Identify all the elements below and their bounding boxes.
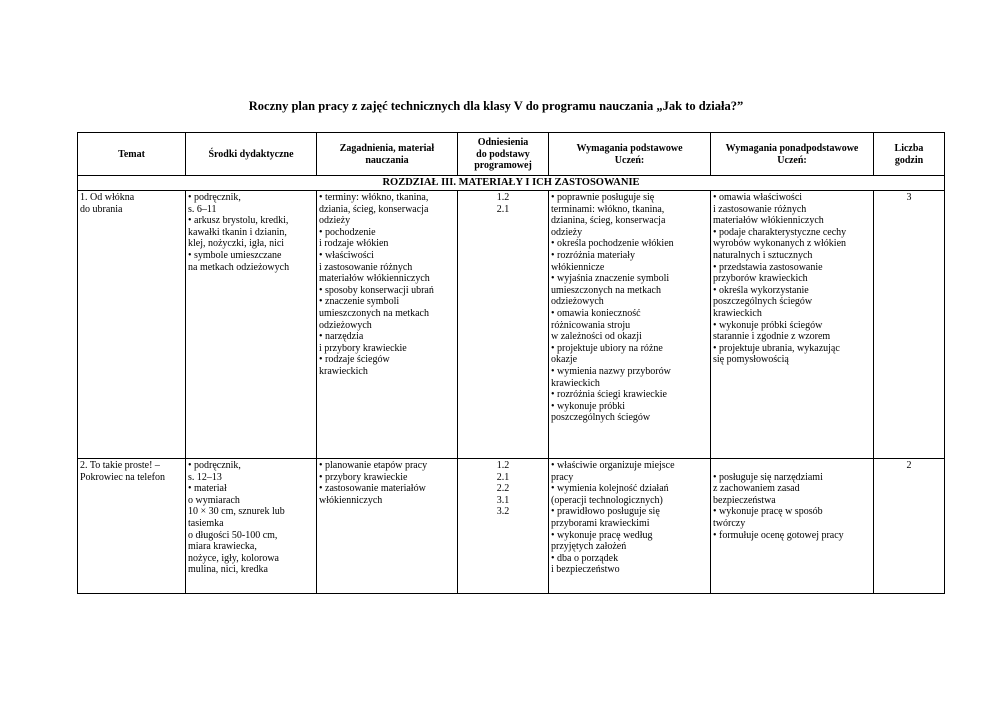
cell-line: i bezpieczeństwo: [551, 564, 620, 576]
cell-line: • wymienia nazwy przyborów: [551, 365, 671, 377]
header-liczba-godzin: Liczba godzin: [874, 133, 945, 176]
cell-line: nożyce, igły, kolorowa: [188, 552, 279, 564]
cell-line: [713, 460, 871, 472]
plan-table: [77, 132, 945, 594]
cell-line: krawieckich: [551, 377, 600, 389]
cell-line: 2.2: [496, 483, 510, 495]
cell-line: naturalnych i sztucznych: [713, 249, 813, 261]
cell-line: • omawia właściwości: [713, 192, 803, 203]
cell-line: 1.2: [496, 460, 510, 471]
cell-line: przyborami krawieckimi: [551, 517, 650, 529]
cell-line: w zależności od okazji: [551, 331, 642, 343]
cell-srodki: [186, 191, 317, 459]
cell-line: 10 × 30 cm, sznurek lub: [188, 506, 285, 518]
cell-line: krawieckich: [713, 307, 762, 319]
document-title: Roczny plan pracy z zajęć technicznych dla klasy V do programu nauczania „Jak to działa?”: [248, 99, 744, 113]
cell-line: • wykonuje próbki ściegów: [713, 319, 823, 331]
cell-line: • wykonuje próbki: [551, 400, 626, 412]
cell-line: 3.2: [496, 506, 510, 518]
section-title: ROZDZIAŁ III. MATERIAŁY I ICH ZASTOSOWANIE: [78, 176, 945, 191]
cell-line: włókiennicze: [551, 261, 605, 273]
header-wymagania-ponadpodstawowe: Wymagania ponadpodstawowe Uczeń:: [711, 133, 874, 176]
cell-line: • sposoby konserwacji ubrań: [319, 284, 434, 296]
cell-line: • formułuje ocenę gotowej pracy: [713, 529, 844, 541]
cell-line: terminami: włókno, tkanina,: [551, 203, 665, 215]
cell-line: starannie i zgodnie z wzorem: [713, 331, 831, 343]
cell-line: • wymienia kolejność działań: [551, 483, 669, 495]
cell-line: • zastosowanie materiałów: [319, 483, 426, 495]
table-row: [78, 191, 945, 459]
cell-line: s. 12–13: [188, 471, 222, 483]
cell-line: o długości 50-100 cm,: [188, 529, 278, 541]
cell-wymagania-ponadpodstawowe: [711, 191, 874, 459]
header-odniesienia: Odniesienia do podstawy programowej: [458, 133, 549, 176]
cell-line: 2.1: [496, 471, 510, 483]
header-srodki: Środki dydaktyczne: [186, 133, 317, 176]
cell-line: • posługuje się narzędziami: [713, 471, 823, 483]
cell-line: • projektuje ubiory na różne: [551, 342, 663, 354]
header-zagadnienia: Zagadnienia, materiał nauczania: [317, 133, 458, 176]
cell-line: • właściwości: [319, 249, 374, 261]
cell-line: przyjętych założeń: [551, 541, 627, 553]
cell-line: s. 6–11: [188, 203, 217, 215]
cell-line: • rozróżnia ściegi krawieckie: [551, 389, 667, 401]
cell-wymagania-ponadpodstawowe: [711, 459, 874, 594]
cell-line: • terminy: włókno, tkanina,: [319, 192, 429, 203]
cell-line: i rodzaje włókien: [319, 238, 389, 250]
cell-line: materiałów włókienniczych: [713, 215, 824, 227]
cell-line: odzieżowych: [319, 319, 372, 331]
cell-line: • podręcznik,: [188, 460, 241, 471]
cell-line: poszczególnych ściegów: [551, 412, 651, 424]
header-row: [78, 133, 945, 176]
cell-line: 1.2: [496, 192, 510, 203]
cell-line: • podręcznik,: [188, 192, 241, 203]
table-row: [78, 459, 945, 594]
cell-odniesienia: [458, 191, 549, 459]
cell-line: • podaje charakterystyczne cechy: [713, 226, 847, 238]
cell-line: dzianina, ścieg, konserwacja: [551, 215, 666, 227]
cell-line: • rodzaje ściegów: [319, 354, 390, 366]
cell-line: różnicowania stroju: [551, 319, 631, 331]
cell-zagadnienia: [317, 459, 458, 594]
cell-line: • materiał: [188, 483, 227, 495]
cell-line: i zastosowanie różnych: [713, 203, 807, 215]
cell-line: • projektuje ubrania, wykazując: [713, 342, 840, 354]
cell-line: • określa wykorzystanie: [713, 284, 809, 296]
cell-line: poszczególnych ściegów: [713, 296, 813, 308]
cell-liczba-godzin: 3: [874, 191, 945, 459]
cell-line: klej, nożyczki, igła, nici: [188, 238, 285, 250]
cell-line: z zachowaniem zasad: [713, 483, 800, 495]
cell-line: • wykonuje pracę według: [551, 529, 653, 541]
cell-line: wyrobów wykonanych z włókien: [713, 238, 847, 250]
cell-line: • arkusz brystolu, kredki,: [188, 215, 289, 227]
cell-line: • poprawnie posługuje się: [551, 192, 655, 203]
cell-line: 2.1: [496, 203, 510, 215]
cell-line: • określa pochodzenie włókien: [551, 238, 674, 250]
cell-line: tasiemka: [188, 517, 224, 529]
header-wymagania-podstawowe: Wymagania podstawowe Uczeń:: [549, 133, 711, 176]
cell-wymagania-podstawowe: [549, 191, 711, 459]
cell-line: Pokrowiec na telefon: [80, 471, 165, 483]
cell-line: 2. To takie proste! –: [80, 460, 160, 471]
cell-line: • omawia konieczność: [551, 307, 641, 319]
cell-line: i zastosowanie różnych: [319, 261, 413, 273]
cell-srodki: [186, 459, 317, 594]
cell-temat: [78, 459, 186, 594]
section-row: [78, 176, 945, 191]
cell-line: na metkach odzieżowych: [188, 261, 290, 273]
cell-line: okazje: [551, 354, 578, 366]
cell-line: • przybory krawieckie: [319, 471, 408, 483]
cell-line: • rozróżnia materiały: [551, 249, 636, 261]
cell-line: • przedstawia zastosowanie: [713, 261, 823, 273]
cell-zagadnienia: [317, 191, 458, 459]
cell-line: umieszczonych na metkach: [319, 307, 429, 319]
cell-line: • pochodzenie: [319, 226, 376, 238]
cell-line: • symbole umieszczane: [188, 249, 282, 261]
cell-line: • właściwie organizuje miejsce: [551, 460, 675, 471]
cell-line: • wykonuje pracę w sposób: [713, 506, 823, 518]
cell-line: • prawidłowo posługuje się: [551, 506, 660, 518]
cell-line: • planowanie etapów pracy: [319, 460, 428, 471]
cell-line: odzieży: [319, 215, 351, 227]
cell-line: kawałki tkanin i dzianin,: [188, 226, 287, 238]
cell-line: miara krawiecka,: [188, 541, 257, 553]
cell-line: mulina, nici, kredka: [188, 564, 268, 576]
cell-line: do ubrania: [80, 203, 123, 215]
cell-line: o wymiarach: [188, 494, 240, 506]
cell-line: 1. Od włókna: [80, 192, 135, 203]
header-temat: Temat: [78, 133, 186, 176]
cell-line: dziania, ścieg, konserwacja: [319, 203, 429, 215]
cell-line: i przybory krawieckie: [319, 342, 407, 354]
cell-line: się pomysłowością: [713, 354, 789, 366]
cell-line: • narzędzia: [319, 331, 364, 343]
cell-line: odzieżowych: [551, 296, 604, 308]
cell-line: 3.1: [496, 494, 510, 506]
cell-wymagania-podstawowe: [549, 459, 711, 594]
cell-line: odzieży: [551, 226, 583, 238]
cell-liczba-godzin: 2: [874, 459, 945, 594]
cell-line: • znaczenie symboli: [319, 296, 400, 308]
cell-line: (operacji technologicznych): [551, 494, 663, 506]
cell-line: krawieckich: [319, 365, 368, 377]
cell-line: przyborów krawieckich: [713, 273, 808, 285]
cell-line: twórczy: [713, 517, 746, 529]
cell-odniesienia: [458, 459, 549, 594]
cell-line: • dba o porządek: [551, 552, 619, 564]
cell-line: bezpieczeństwa: [713, 494, 776, 506]
cell-temat: [78, 191, 186, 459]
cell-line: pracy: [551, 471, 574, 483]
cell-line: • wyjaśnia znaczenie symboli: [551, 273, 670, 285]
cell-line: umieszczonych na metkach: [551, 284, 661, 296]
cell-line: włókienniczych: [319, 494, 383, 506]
cell-line: materiałów włókienniczych: [319, 273, 430, 285]
